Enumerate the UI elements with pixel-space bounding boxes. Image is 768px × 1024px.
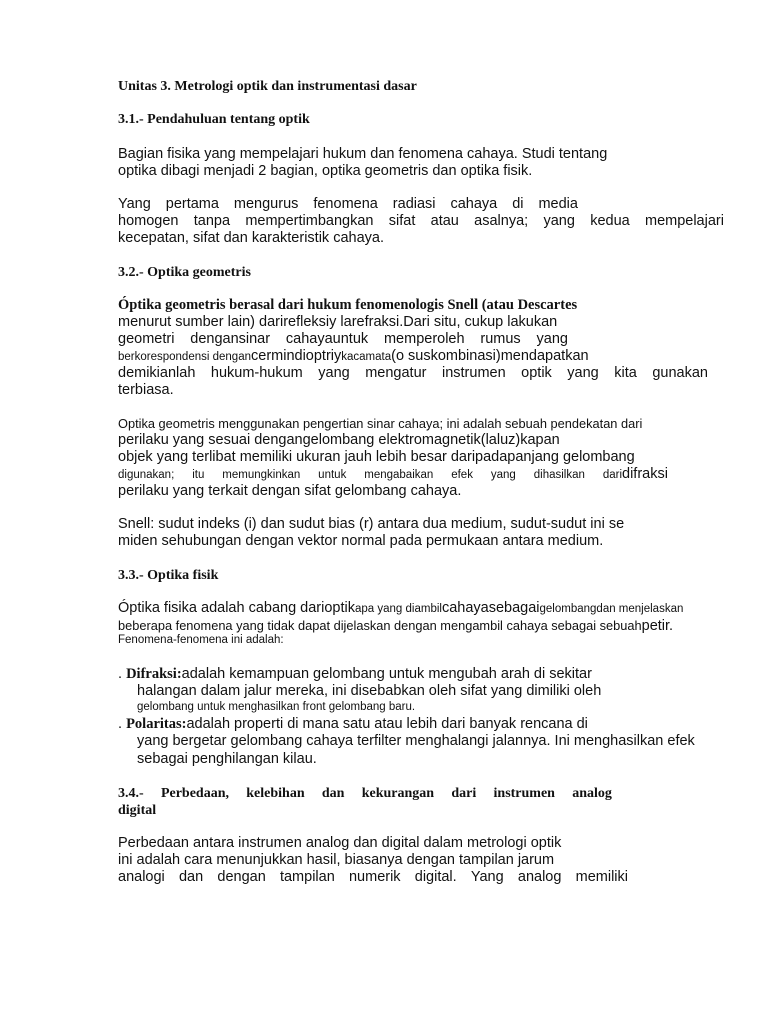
word: yang	[318, 365, 350, 381]
word: Perbedaan,	[160, 786, 229, 801]
word: memiliki	[575, 869, 628, 885]
word: memperoleh	[383, 331, 465, 347]
word: kita	[614, 365, 637, 381]
paragraph-line: sebagai penghilangan kilau.	[137, 751, 317, 767]
text-run: apa yang diambil	[355, 603, 442, 615]
list-bullet: .	[118, 716, 127, 732]
word: dengan	[217, 869, 266, 885]
text-run: berkorespondensi dengan	[118, 351, 251, 363]
paragraph-line: perilaku yang terkait dengan sifat gelombang cahaya.	[118, 483, 462, 499]
text-run: sebagai	[488, 600, 540, 616]
paragraph-line: yang bergetar gelombang cahaya terfilter menghalangi jalannya. Ini menghasilkan efek	[137, 733, 695, 749]
word: cahayauntuk	[285, 331, 369, 347]
list-item-polaritas	[118, 716, 588, 733]
word: dengansinar	[190, 331, 271, 347]
word: numerik	[348, 869, 401, 885]
word: hukum-hukum	[210, 365, 303, 381]
paragraph-line: optika dibagi menjadi 2 bagian, optika geometris dan optika fisik.	[118, 163, 533, 179]
word: mempertimbangkan	[245, 213, 374, 229]
word: kekurangan	[361, 786, 435, 801]
paragraph-line	[118, 213, 724, 230]
paragraph-line: Fenomena-fenomena ini adalah:	[118, 634, 284, 646]
word: mengatur	[365, 365, 427, 381]
word: gunakan	[652, 365, 708, 381]
paragraph-line: Snell: sudut indeks (i) dan sudut bias (r) antara dua medium, sudut-sudut ini se	[118, 516, 625, 532]
paragraph-line	[118, 600, 683, 618]
text-run: gelombang	[539, 603, 597, 615]
word: radiasi	[392, 196, 436, 212]
word: analog	[517, 869, 562, 885]
heading-3-1: 3.1.- Pendahuluan tentang optik	[118, 112, 310, 127]
word: fenomena	[313, 196, 378, 212]
word: yang	[536, 331, 568, 347]
text-run: petir.	[641, 618, 674, 634]
word: kelebihan	[246, 786, 305, 801]
paragraph-line	[118, 348, 589, 366]
paragraph-line	[118, 196, 578, 213]
word: instrumen	[493, 786, 555, 801]
text-run: beberapa fenomena yang tidak dapat dijelaskan dengan mengambil cahaya sebagai sebuah	[118, 618, 642, 633]
word: Yang	[470, 869, 504, 885]
heading-3-3: 3.3.- Optika fisik	[118, 568, 219, 583]
word: geometri	[118, 331, 175, 347]
word: atau	[430, 213, 459, 229]
paragraph-line	[118, 466, 668, 484]
paragraph-line: gelombang untuk menghasilkan front gelombang baru.	[137, 701, 416, 713]
word: optik	[521, 365, 552, 381]
paragraph-line: Optika geometris menggunakan pengertian sinar cahaya; ini adalah sebuah pendekatan dari	[118, 416, 643, 431]
word: mempelajari	[644, 213, 724, 229]
heading-3-4-cont: digital	[118, 803, 157, 818]
word: tampilan	[279, 869, 335, 885]
word: instrumen	[441, 365, 506, 381]
word: digital.	[414, 869, 457, 885]
paragraph-line: halangan dalam jalur mereka, ini disebabkan oleh sifat yang dimiliki oleh	[137, 683, 602, 699]
paragraph-line: miden sehubungan dengan vektor normal pada permukaan antara medium.	[118, 533, 604, 549]
text-run: dan menjelaskan	[596, 603, 684, 615]
text-run: adalah kemampuan gelombang untuk mengubah arah di sekitar	[181, 666, 592, 682]
text-run: kacamata	[341, 351, 392, 363]
word: dan	[321, 786, 345, 801]
paragraph-line: kecepatan, sifat dan karakteristik cahaya.	[118, 230, 384, 246]
word: analogi	[118, 869, 165, 885]
paragraph-line: objek yang terlibat memiliki ukuran jauh lebih besar daripadapanjang gelombang	[118, 449, 635, 465]
heading-3-2: 3.2.- Optika geometris	[118, 265, 251, 280]
text-run: cermindioptriy	[251, 348, 342, 364]
text-run: difraksi	[622, 466, 668, 482]
word: media	[538, 196, 578, 212]
paragraph-line: perilaku yang sesuai dengangelombang elektromagnetik(laluz)kapan	[118, 432, 560, 448]
word: yang	[567, 365, 599, 381]
paragraph-line: menurut sumber lain) darirefleksiy larefraksi.Dari situ, cukup lakukan	[118, 314, 558, 330]
word: Yang	[118, 196, 151, 212]
word: homogen	[118, 213, 179, 229]
text-run: digunakan; itu memungkinkan untuk mengabaikan efek yang dihasilkan dari	[118, 469, 622, 481]
word: pertama	[165, 196, 219, 212]
word: mengurus	[233, 196, 299, 212]
document-title: Unitas 3. Metrologi optik dan instrumentasi dasar	[118, 79, 417, 94]
word: 3.4.-	[118, 786, 144, 801]
paragraph-line: Bagian fisika yang mempelajari hukum dan fenomena cahaya. Studi tentang	[118, 146, 608, 162]
word: yang	[543, 213, 575, 229]
paragraph-line: Perbedaan antara instrumen analog dan digital dalam metrologi optik	[118, 835, 562, 851]
paragraph-line	[118, 365, 708, 382]
text-run: (o suskombinasi)mendapatkan	[391, 348, 589, 364]
text-run: cahaya	[441, 600, 489, 616]
word: rumus	[480, 331, 521, 347]
heading-3-4	[118, 785, 612, 802]
paragraph-line: Óptika geometris berasal dari hukum fenomenologis Snell (atau Descartes	[118, 297, 578, 313]
paragraph-line: ini adalah cara menunjukkan hasil, biasanya dengan tampilan jarum	[118, 852, 555, 868]
word: demikianlah	[118, 365, 196, 381]
word: analog	[572, 786, 612, 801]
word: kedua	[590, 213, 630, 229]
word: dari	[451, 786, 477, 801]
word: di	[512, 196, 524, 212]
word: dan	[178, 869, 204, 885]
paragraph-line: terbiasa.	[118, 382, 174, 398]
list-bullet: .	[118, 666, 127, 682]
word: asalnya;	[474, 213, 529, 229]
word: sifat	[388, 213, 416, 229]
paragraph-line	[118, 869, 628, 886]
term-label: Polaritas:	[126, 716, 187, 732]
list-item-difraksi	[118, 666, 592, 683]
term-label: Difraksi:	[126, 666, 182, 682]
text-run: Óptika fisika adalah cabang dari	[118, 600, 325, 616]
word: cahaya	[450, 196, 498, 212]
text-run: adalah properti di mana satu atau lebih dari banyak rencana di	[186, 716, 588, 732]
paragraph-line	[118, 331, 568, 348]
word: tanpa	[193, 213, 231, 229]
text-run: optik	[324, 600, 355, 616]
